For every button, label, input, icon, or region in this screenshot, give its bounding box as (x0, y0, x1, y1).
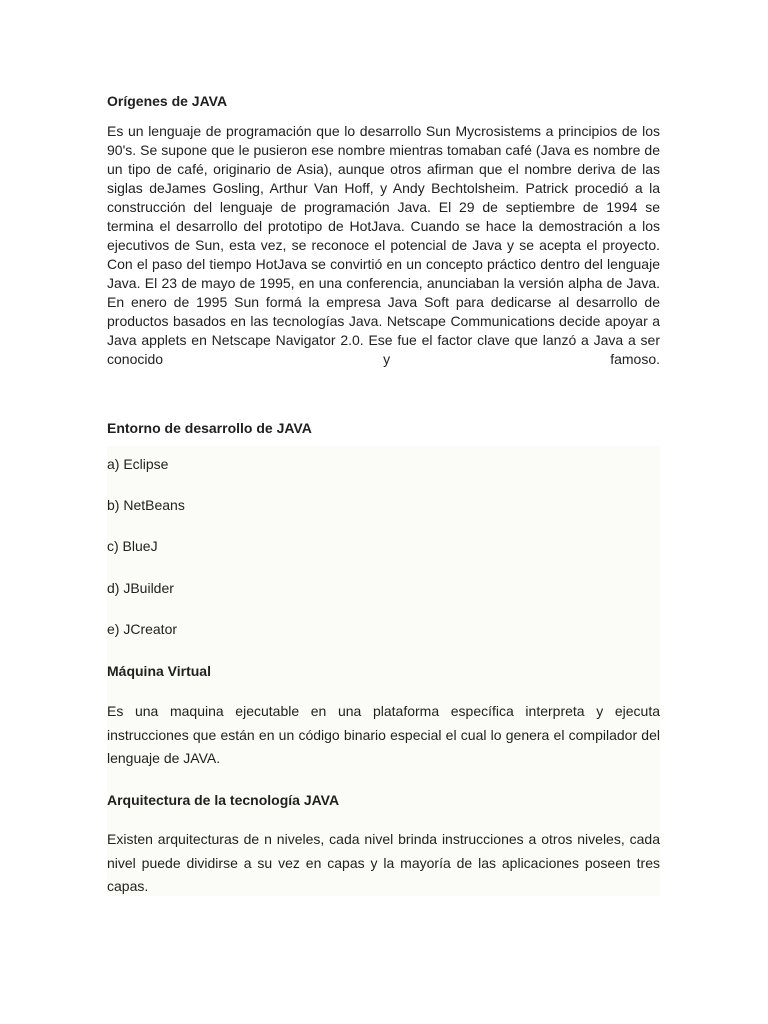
paragraph-maquina-virtual: Es una maquina ejecutable en una plataforma específica interpreta y ejecuta instrucciones que están en un código binario especial el cual lo genera el compilador del lenguaje de JAVA. (107, 703, 660, 766)
list-item-eclipse: a) Eclipse (107, 456, 169, 472)
heading-origenes: Orígenes de JAVA (107, 93, 228, 109)
list-item-bluej: c) BlueJ (107, 538, 158, 554)
list-item-jcreator: e) JCreator (107, 621, 178, 637)
list-item-netbeans: b) NetBeans (107, 497, 185, 513)
paragraph-origenes: Es un lenguaje de programación que lo desarrollo Sun Mycrosistems a principios de los 90's. Se supone que le pusieron ese nombre mientras tomaban café (Java es nombre de un tipo de café, originario de Asia), aunque otros afirman que el nombre deriva de las siglas deJames Gosling, Arthur Van Hoff, y Andy Bechtolsheim. Patrick procedió a la construcción del lenguaje de programación Java. El 29 de septiembre de 1994 se termina el desarrollo del prototipo de HotJava. Cuando se hace la demostración a los ejecutivos de Sun, esta vez, se reconoce el potencial de Java y se acepta el proyecto. Con el paso del tiempo HotJava se convirtió en un concepto práctico dentro del lenguaje Java. El 23 de mayo de 1995, en una conferencia, anunciaban la versión alpha de Java. En enero de 1995 Sun formá la empresa Java Soft para dedicarse al desarrollo de productos basados en las tecnologías Java. Netscape Communications decide apoyar a Java applets en Netscape Navigator 2.0. Ese fue el factor clave que lanzó a Java a ser conocido y famoso. (107, 123, 660, 367)
paragraph-arquitectura: Existen arquitecturas de n niveles, cada nivel brinda instrucciones a otros niveles, cada nivel puede dividirse a su vez en capas y la mayoría de las aplicaciones poseen tres capas. (107, 831, 660, 894)
heading-maquina-virtual: Máquina Virtual (107, 663, 211, 679)
heading-entorno: Entorno de desarrollo de JAVA (107, 420, 312, 436)
heading-arquitectura: Arquitectura de la tecnología JAVA (107, 792, 340, 808)
list-item-jbuilder: d) JBuilder (107, 580, 174, 596)
